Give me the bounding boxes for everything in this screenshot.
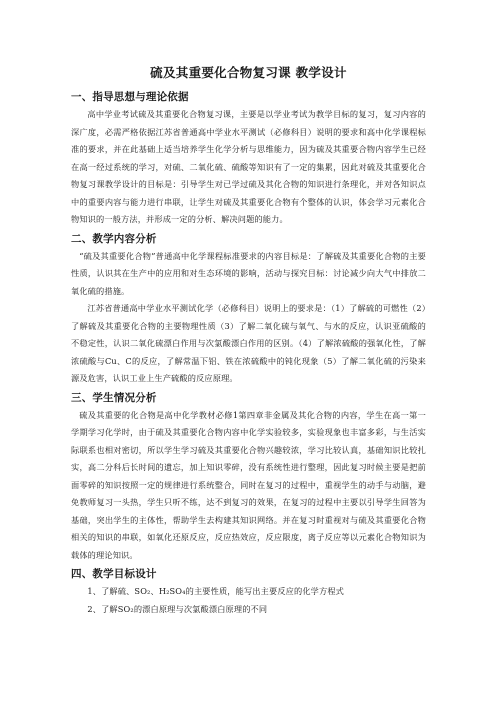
paragraph: 硫及其重要的化合物是高中化学教材必修1第四章非金属及其化合物的内容，学生在高一第一学期学习化学时，由于硫及其重要化合物内容中化学实验较多，实验现象也丰富多彩，与生活实际联系也相对密切，所以学生学习硫及其重要化合物兴趣较浓，学习比较认真，基础知识比较扎实，高二分科后长时间的遗忘，加上知识零碎，没有系统性进行整理，因此复习时候主要是把前面零碎的知识按照一定的规律进行系统整合，同时在复习的过程中，重视学生的动手与动脑，避免教师复习一头热，学生只听不练，达不到复习的效果，在复习的过程中主要以引导学生回答为基础，突出学生的主体性，帮助学生去构建其知识网络。并在复习时重视对与硫及其重要化合物相关的知识的串联，如氧化还原反应，反应热效应，反应限度，离子反应等以元素化合物知识为载体的理论知识。 [71, 409, 426, 560]
section-teaching-objectives [71, 566, 426, 618]
section-heading: 一、指导思想与理论依据 [71, 91, 189, 103]
section-heading: 四、教学目标设计 [71, 568, 157, 580]
section-content-analysis [71, 231, 426, 388]
list-item: 1、了解硫、SO₂、H₂SO₄的主要性质，能写出主要反应的化学方程式 [87, 586, 345, 596]
paragraph: 江苏省普通高中学业水平测试化学（必修科目）说明上的要求是：（1）了解硫的可燃性（2）了解硫及其重要化合物的主要物理性质（3）了解二氧化硫与氧气、与水的反应，认识亚硫酸的不稳定性，认识二氧化硫漂白作用与次氯酸漂白作用的区别。（4）了解浓硫酸的强氧化性，了解浓硫酸与Cu、C的反应，了解常温下铝、铁在浓硫酸中的钝化现象（5）了解二氧化硫的污染来源及危害，认识工业上生产硫酸的反应原理。 [71, 303, 426, 383]
section-heading: 二、教学内容分析 [71, 232, 157, 245]
paragraph: “硫及其重要化合物”普通高中化学课程标准要求的内容目标是：了解硫及其重要化合物的主要性质，认识其在生产中的应用和对生态环境的影响，活动与探究目标：讨论减少向大气中排放二氧化硫的措施。 [71, 250, 426, 296]
paragraph: 高中学业考试硫及其重要化合物复习课，主要是以学业考试为教学目标的复习，复习内容的深广度，必需严格依据江苏省普通高中学业水平测试（必修科目）说明的要求和高中化学课程标准的要求，并在此基础上适当培养学生化学分析与思维能力，因为硫及其重要合物内容学生已经在高一经过系统的学习，对硫、二氧化硫、硫酸等知识有了一定的集累，因此对硫及其重要化合物复习课教学设计的目标是：引导学生对已学过硫及其化合物的知识进行条理化，并对各知识点中的重要内容与能力进行串联，让学生对硫及其重要化合物有个整体的认识，体会学习元素化合物知识的一般方法，并形成一定的分析、解决问题的能力。 [71, 109, 426, 224]
list-item: 2、了解SO₂的漂白原理与次氯酸漂白原理的不同 [87, 603, 268, 614]
section-guiding-ideology [71, 89, 426, 229]
document-title: 硫及其重要化合物复习课 教学设计 [150, 65, 347, 80]
section-student-analysis [71, 390, 426, 565]
section-heading: 三、学生情况分析 [71, 391, 157, 404]
